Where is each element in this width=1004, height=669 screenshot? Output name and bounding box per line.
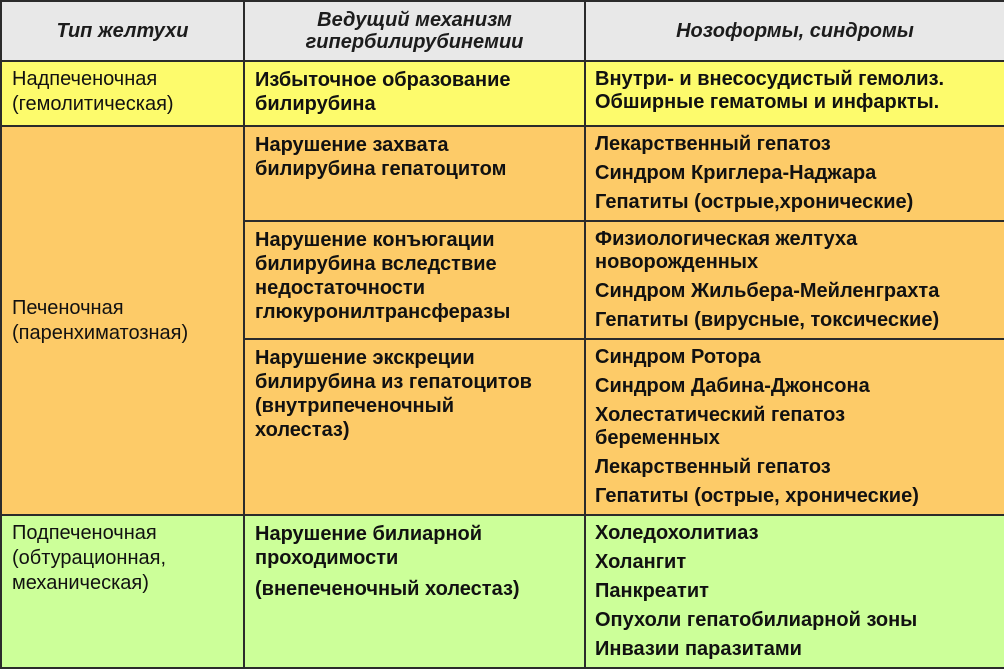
header-mechanism-line1: Ведущий механизм	[317, 9, 512, 31]
hepatic-forms-excretion	[585, 339, 1004, 515]
hepatic-form-item: Синдром Криглера-Наджара	[595, 162, 877, 184]
hepatic-form-item	[595, 228, 998, 274]
hepatic-type-line1: Печеночная	[12, 296, 124, 319]
posthepatic-form-item: Панкреатит	[595, 580, 709, 602]
header-forms	[585, 1, 1004, 61]
prehepatic-form-item: Обширные гематомы и инфаркты.	[595, 91, 940, 113]
hepatic-mechanism-line: глюкуронилтрансферазы	[255, 301, 511, 323]
posthepatic-form-item: Холедохолитиаз	[595, 522, 759, 544]
hepatic-forms-conjugation	[585, 221, 1004, 339]
hepatic-mechanism-uptake	[244, 126, 585, 221]
prehepatic-mechanism-line2: билирубина	[255, 93, 376, 115]
prehepatic-mechanism	[244, 61, 585, 126]
row-hepatic-1	[1, 126, 1004, 221]
posthepatic-type-line: Подпеченочная	[12, 522, 157, 544]
hepatic-form-item: Гепатиты (вирусные, токсические)	[595, 309, 940, 331]
header-row	[1, 1, 1004, 61]
posthepatic-type-line: (обтурационная,	[12, 547, 166, 569]
hepatic-forms-uptake	[585, 126, 1004, 221]
hepatic-type	[1, 126, 244, 515]
hepatic-form-item: Лекарственный гепатоз	[595, 456, 831, 478]
hepatic-type-line2: (паренхиматозная)	[12, 321, 189, 344]
hepatic-form-item: Гепатиты (острые, хронические)	[595, 485, 919, 507]
hepatic-mechanism-line: Нарушение захвата	[255, 134, 449, 156]
hepatic-mechanism-line: холестаз)	[255, 419, 350, 441]
header-forms-label: Нозоформы, синдромы	[676, 20, 914, 42]
hepatic-mechanism-line: Нарушение конъюгации	[255, 229, 495, 251]
header-type-label: Тип желтухи	[56, 20, 189, 42]
hepatic-form-line: Холестатический гепатоз	[595, 404, 846, 426]
header-mechanism-line2: гипербилирубинемии	[305, 31, 524, 53]
hepatic-form-item	[595, 404, 998, 450]
posthepatic-forms	[585, 515, 1004, 668]
header-type	[1, 1, 244, 61]
hepatic-form-line: новорожденных	[595, 251, 759, 273]
hepatic-mechanism-conjugation	[244, 221, 585, 339]
hepatic-mechanism-line: Нарушение экскреции	[255, 347, 475, 369]
posthepatic-type-line: механическая)	[12, 572, 149, 594]
posthepatic-mechanism-line: проходимости	[255, 547, 399, 569]
hepatic-form-line: беременных	[595, 427, 720, 449]
hepatic-mechanism-line: недостаточности	[255, 277, 425, 299]
posthepatic-mechanism	[244, 515, 585, 668]
prehepatic-type	[1, 61, 244, 126]
hepatic-form-item: Гепатиты (острые,хронические)	[595, 191, 914, 213]
posthepatic-form-item: Инвазии паразитами	[595, 638, 802, 660]
row-posthepatic	[1, 515, 1004, 668]
hepatic-mechanism-line: билирубина из гепатоцитов	[255, 371, 532, 393]
hepatic-mechanism-line: билирубина гепатоцитом	[255, 158, 507, 180]
prehepatic-form-item: Внутри- и внесосудистый гемолиз.	[595, 68, 945, 90]
posthepatic-form-item: Опухоли гепатобилиарной зоны	[595, 609, 918, 631]
hepatic-form-line: Физиологическая желтуха	[595, 228, 858, 250]
hepatic-form-item: Синдром Дабина-Джонсона	[595, 375, 870, 397]
header-mechanism	[244, 1, 585, 61]
hepatic-form-item: Синдром Ротора	[595, 346, 761, 368]
hepatic-mechanism-line: билирубина вследствие	[255, 253, 497, 275]
hepatic-form-item: Лекарственный гепатоз	[595, 133, 831, 155]
prehepatic-type-line2: (гемолитическая)	[12, 93, 174, 115]
hepatic-mechanism-line: (внутрипеченочный	[255, 395, 455, 417]
posthepatic-mechanism-line: Нарушение билиарной	[255, 523, 483, 545]
prehepatic-type-line1: Надпеченочная	[12, 68, 158, 90]
posthepatic-type	[1, 515, 244, 668]
prehepatic-mechanism-line1: Избыточное образование	[255, 69, 511, 91]
posthepatic-mechanism-line: (внепеченочный холестаз)	[255, 578, 520, 600]
hepatic-form-item: Синдром Жильбера-Мейленграхта	[595, 280, 940, 302]
hepatic-mechanism-excretion	[244, 339, 585, 515]
prehepatic-forms	[585, 61, 1004, 126]
row-prehepatic	[1, 61, 1004, 126]
posthepatic-form-item: Холангит	[595, 551, 687, 573]
